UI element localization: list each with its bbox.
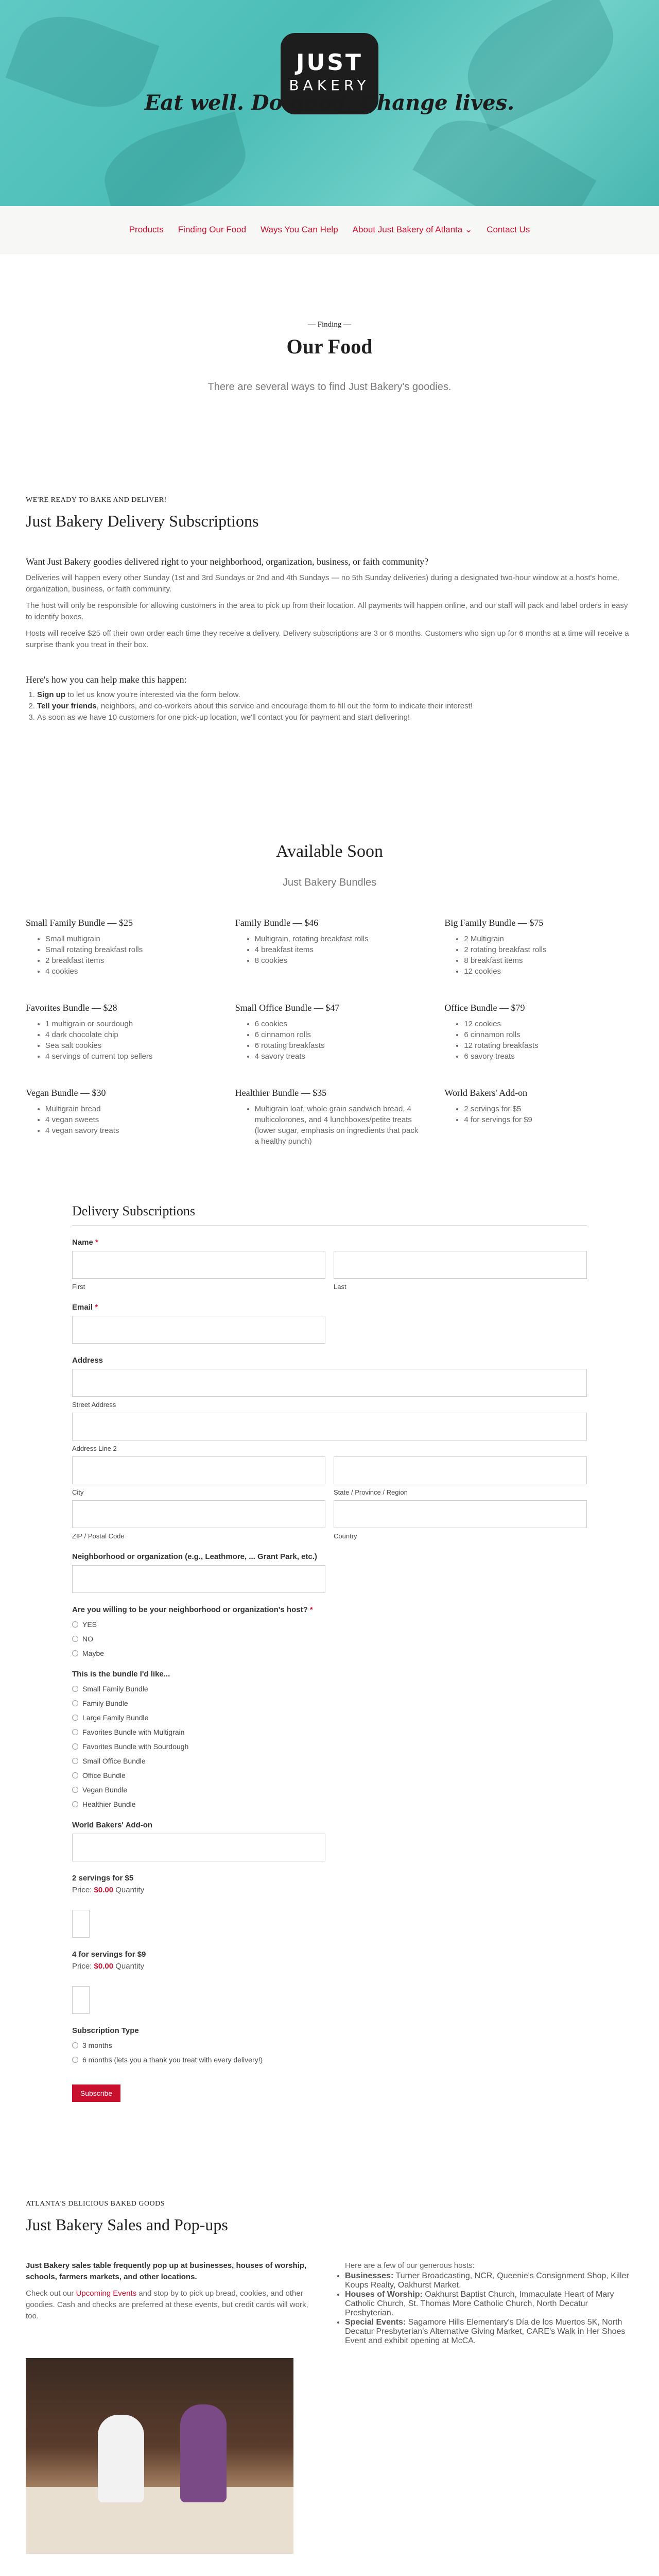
price-word: Price: xyxy=(72,1886,92,1894)
bundle-item: • 4 vegan savory treats xyxy=(45,1125,215,1136)
bundle-items xyxy=(255,1104,424,1147)
quantity-word: Quantity xyxy=(115,1962,145,1971)
bundle-item: • 4 servings of current top sellers xyxy=(45,1051,215,1062)
bundle-items xyxy=(45,1104,215,1136)
address-line2-input[interactable] xyxy=(72,1413,587,1440)
host-option[interactable] xyxy=(72,1649,587,1657)
bundle-option[interactable] xyxy=(72,1699,587,1707)
bundle-items xyxy=(464,934,633,977)
city-input[interactable] xyxy=(72,1456,325,1484)
radio-circle[interactable] xyxy=(72,1772,78,1778)
required-mark: * xyxy=(95,1303,98,1312)
host-option[interactable] xyxy=(72,1620,587,1629)
bundle-item: • 8 breakfast items xyxy=(464,955,633,966)
address-label: Address xyxy=(72,1356,103,1365)
bundle-name: Healthier Bundle — $35 xyxy=(235,1088,327,1098)
first-name-sublabel: First xyxy=(72,1283,85,1291)
radio-label: Office Bundle xyxy=(82,1771,126,1780)
radio-label: 3 months xyxy=(82,2041,112,2049)
radio-label: 6 months (lets you a thank you treat with every delivery!) xyxy=(82,2056,263,2064)
neighborhood-input[interactable] xyxy=(72,1565,325,1593)
quantity-word: Quantity xyxy=(115,1886,145,1894)
sales-right xyxy=(345,2255,633,2554)
photo-table xyxy=(26,2487,293,2554)
radio-label: Vegan Bundle xyxy=(82,1786,128,1794)
bundle-item: • 12 cookies xyxy=(464,1019,633,1029)
bundle-item: • 6 cookies xyxy=(255,1019,424,1029)
bakery-photo xyxy=(26,2358,293,2554)
four-servings-price xyxy=(72,1962,587,1971)
addon-select[interactable] xyxy=(72,1834,325,1861)
tagline: Eat well. Do good. Change lives. xyxy=(144,91,515,115)
bundle-grid xyxy=(26,918,633,1147)
help-item-bold: Tell your friends xyxy=(37,702,97,710)
bundle-name: Favorites Bundle — $28 xyxy=(26,1003,117,1013)
host-item-text: Sagamore Hills Elementary's Día de los Muertos 5K, North Decatur Presbyterian's Alternative Giving Market, CARE's Walk in Her Shoes Event and exhibit opening at McCA. xyxy=(345,2318,626,2345)
host-item xyxy=(345,2272,633,2290)
nav-finding-our-food[interactable]: Finding Our Food xyxy=(178,224,247,234)
finding-subtitle: There are several ways to find Just Bakery's goodies. xyxy=(207,381,452,393)
finding-section xyxy=(0,253,659,393)
bundle-items xyxy=(464,1019,633,1062)
logo-text-bakery: BAKERY xyxy=(289,77,370,94)
bundle-items xyxy=(255,1019,424,1062)
bundle-items xyxy=(45,934,215,977)
name-row xyxy=(72,1247,587,1291)
subscription-type-label: Subscription Type xyxy=(72,2026,139,2035)
help-item xyxy=(37,701,633,712)
radio-circle[interactable] xyxy=(72,1621,78,1628)
help-item-text: to let us know you're interested via the form below. xyxy=(65,690,240,699)
bundle-item: • Multigrain, rotating breakfast rolls xyxy=(255,934,424,944)
first-name-input[interactable] xyxy=(72,1251,325,1279)
last-name-group xyxy=(334,1247,587,1291)
bundle-card xyxy=(444,1003,633,1062)
bundle-item: • 1 multigrain or sourdough xyxy=(45,1019,215,1029)
host-item-bold: Businesses: xyxy=(345,2272,394,2280)
required-mark: * xyxy=(95,1238,98,1247)
radio-circle[interactable] xyxy=(72,1650,78,1656)
bundle-item: • 2 servings for $5 xyxy=(464,1104,633,1114)
bundle-option[interactable] xyxy=(72,1728,587,1736)
zip-group xyxy=(72,1496,325,1540)
delivery-lead: Want Just Bakery goodies delivered right to your neighborhood, organization, business, or faith community? xyxy=(26,556,429,567)
bundle-option[interactable] xyxy=(72,1685,587,1693)
bundle-item: • 12 rotating breakfasts xyxy=(464,1040,633,1051)
available-subtitle: Just Bakery Bundles xyxy=(282,877,377,888)
help-item xyxy=(37,712,633,723)
state-sublabel: State / Province / Region xyxy=(334,1488,408,1496)
bundle-card xyxy=(26,918,215,977)
city-sublabel: City xyxy=(72,1488,84,1496)
leaf-decoration xyxy=(95,111,254,206)
bundle-item: • 4 vegan sweets xyxy=(45,1114,215,1125)
nav-ways-you-can-help[interactable]: Ways You Can Help xyxy=(261,224,338,234)
bundle-name: World Bakers' Add-on xyxy=(444,1088,528,1098)
host-item xyxy=(345,2290,633,2318)
bundle-items xyxy=(255,934,424,966)
radio-circle[interactable] xyxy=(72,1743,78,1750)
host-options xyxy=(72,1620,587,1657)
delivery-kicker: WE'RE READY TO BAKE AND DELIVER! xyxy=(26,496,167,504)
city-state-row xyxy=(72,1452,587,1496)
neighborhood-label: Neighborhood or organization (e.g., Leathmore, ... Grant Park, etc.) xyxy=(72,1552,317,1561)
bundle-item: • 2 Multigrain xyxy=(464,934,633,944)
radio-label: Large Family Bundle xyxy=(82,1714,149,1722)
upcoming-events-link[interactable]: Upcoming Events xyxy=(76,2289,137,2298)
zip-country-row xyxy=(72,1496,587,1540)
radio-circle[interactable] xyxy=(72,1700,78,1706)
sales-kicker: ATLANTA'S DELICIOUS BAKED GOODS xyxy=(26,2200,165,2208)
subscribe-button[interactable]: Subscribe xyxy=(72,2084,120,2102)
zip-sublabel: ZIP / Postal Code xyxy=(72,1532,125,1540)
bundle-option[interactable] xyxy=(72,1800,587,1808)
hero-banner xyxy=(0,0,659,206)
bundle-item: • Multigrain bread xyxy=(45,1104,215,1114)
bundle-name: Big Family Bundle — $75 xyxy=(444,918,544,928)
radio-circle[interactable] xyxy=(72,1686,78,1692)
addon-label: World Bakers' Add-on xyxy=(72,1821,153,1829)
bundle-name: Small Family Bundle — $25 xyxy=(26,918,133,928)
name-label-text: Name xyxy=(72,1238,93,1247)
host-option[interactable] xyxy=(72,1635,587,1643)
sales-title: Just Bakery Sales and Pop-ups xyxy=(26,2215,228,2234)
radio-label: Healthier Bundle xyxy=(82,1800,136,1808)
bundle-question: This is the bundle I'd like... xyxy=(72,1670,170,1679)
radio-label: Small Family Bundle xyxy=(82,1685,148,1693)
name-label xyxy=(72,1238,587,1247)
help-item-text: , neighbors, and co-workers about this service and encourage them to fill out the form to indicate their interest! xyxy=(96,702,473,710)
bundle-card xyxy=(444,918,633,977)
host-item xyxy=(345,2318,633,2346)
host-item-text: Turner Broadcasting, NCR, Queenie's Consignment Shop, Killer Koups Realty, Oakhurst Market. xyxy=(345,2272,629,2290)
bundle-item: • Multigrain loaf, whole grain sandwich bread, 4 multicolorones, and 4 lunchboxes/petite treats (lower sugar, emphasis on ingredients that pack a healthy punch) xyxy=(255,1104,424,1147)
radio-label: YES xyxy=(82,1620,97,1629)
bundle-item: • 6 cinnamon rolls xyxy=(255,1029,424,1040)
sales-paragraph xyxy=(26,2288,314,2322)
bundle-item: • 4 dark chocolate chip xyxy=(45,1029,215,1040)
radio-label: NO xyxy=(82,1635,93,1643)
radio-label: Maybe xyxy=(82,1649,105,1657)
last-name-input[interactable] xyxy=(334,1251,587,1279)
price-value: $0.00 xyxy=(94,1886,114,1894)
last-name-sublabel: Last xyxy=(334,1283,346,1291)
sales-columns xyxy=(26,2255,633,2554)
page-title: Our Food xyxy=(286,335,373,358)
radio-label: Favorites Bundle with Sourdough xyxy=(82,1742,189,1751)
host-item-bold: Special Events: xyxy=(345,2318,406,2327)
email-field[interactable] xyxy=(72,1316,325,1344)
bundle-item: • Small multigrain xyxy=(45,934,215,944)
help-item-text: As soon as we have 10 customers for one pick-up location, we'll contact you for payment and start delivering! xyxy=(37,713,410,722)
bundle-option[interactable] xyxy=(72,1771,587,1780)
radio-label: Family Bundle xyxy=(82,1699,128,1707)
two-servings-price xyxy=(72,1886,587,1894)
two-servings-quantity[interactable] xyxy=(72,1910,90,1938)
bundle-card xyxy=(444,1088,633,1147)
price-value: $0.00 xyxy=(94,1962,114,1971)
subscription-option[interactable] xyxy=(72,2041,587,2049)
city-group xyxy=(72,1452,325,1496)
delivery-paragraph: Deliveries will happen every other Sunday (1st and 3rd Sundays or 2nd and 4th Sundays — no 5th Sunday deliveries) during a designated two-hour window at a host's home, organization, business, or faith community. xyxy=(26,573,619,594)
radio-label: Small Office Bundle xyxy=(82,1757,146,1765)
country-group xyxy=(334,1496,587,1540)
bundle-option[interactable] xyxy=(72,1757,587,1765)
photo-person xyxy=(180,2404,227,2502)
bundle-item: • 6 savory treats xyxy=(464,1051,633,1062)
nav-about[interactable]: About Just Bakery of Atlanta ⌄ xyxy=(352,224,473,234)
bundle-card xyxy=(26,1088,215,1147)
street-address-input[interactable] xyxy=(72,1369,587,1397)
host-item-text: Oakhurst Baptist Church, Immaculate Heart of Mary Catholic Church, St. Thomas More Catholic Church, North Decatur Presbyterian. xyxy=(345,2290,614,2317)
host-item-bold: Houses of Worship: xyxy=(345,2290,423,2299)
bundle-card xyxy=(26,1003,215,1062)
country-select[interactable] xyxy=(334,1500,587,1528)
sales-text: and stop by to pick up bread, cookies, and other goodies. Cash and checks are preferred at these events, but credit cards will work, too. xyxy=(26,2289,308,2320)
sales-lead: Just Bakery sales table frequently pop up at businesses, houses of worship, schools, farmers markets, and other locations. xyxy=(26,2261,307,2281)
help-title: Here's how you can help make this happen: xyxy=(26,674,187,685)
bundle-item: • 8 cookies xyxy=(255,955,424,966)
subscription-option[interactable] xyxy=(72,2056,587,2064)
bundle-option[interactable] xyxy=(72,1742,587,1751)
bundle-item: • 12 cookies xyxy=(464,966,633,977)
price-word: Price: xyxy=(72,1962,92,1971)
form-title: Delivery Subscriptions xyxy=(72,1204,587,1226)
nav-contact-us[interactable]: Contact Us xyxy=(487,224,530,234)
bundle-items xyxy=(464,1104,633,1125)
radio-circle[interactable] xyxy=(72,1787,78,1793)
first-name-group xyxy=(72,1247,325,1291)
finding-kicker: — Finding — xyxy=(307,320,352,329)
bundle-name: Family Bundle — $46 xyxy=(235,918,319,928)
hosts-list xyxy=(345,2272,633,2346)
sales-section xyxy=(26,2200,633,2554)
country-sublabel: Country xyxy=(334,1532,357,1540)
main-nav xyxy=(0,206,659,253)
radio-circle[interactable] xyxy=(72,1729,78,1735)
zip-input[interactable] xyxy=(72,1500,325,1528)
help-list xyxy=(37,689,633,723)
bundle-option[interactable] xyxy=(72,1786,587,1794)
bundle-item: • 2 breakfast items xyxy=(45,955,215,966)
bundle-item: • 6 rotating breakfasts xyxy=(255,1040,424,1051)
bundle-item: • Sea salt cookies xyxy=(45,1040,215,1051)
bundle-name: Vegan Bundle — $30 xyxy=(26,1088,106,1098)
host-question-text: Are you willing to be your neighborhood or organization's host? xyxy=(72,1605,308,1614)
bundle-card xyxy=(235,1088,424,1147)
delivery-paragraph: The host will only be responsible for allowing customers in the area to pick up from their location. All payments will happen online, and our staff will pack and label orders in easy to identify boxes. xyxy=(26,601,628,621)
radio-circle[interactable] xyxy=(72,2057,78,2063)
bundle-items xyxy=(45,1019,215,1062)
four-servings-quantity[interactable] xyxy=(72,1986,90,2014)
bundle-item: • 2 rotating breakfast rolls xyxy=(464,944,633,955)
email-label-text: Email xyxy=(72,1303,93,1312)
bundle-name: Small Office Bundle — $47 xyxy=(235,1003,340,1013)
two-servings-label: 2 servings for $5 xyxy=(72,1874,134,1883)
bundle-item: • 4 for servings for $9 xyxy=(464,1114,633,1125)
bundle-name: Office Bundle — $79 xyxy=(444,1003,525,1013)
available-soon xyxy=(26,842,633,889)
delivery-section xyxy=(26,496,633,2576)
required-mark: * xyxy=(309,1605,313,1614)
state-input[interactable] xyxy=(334,1456,587,1484)
sales-text: Check out our xyxy=(26,2289,76,2298)
hosts-intro: Here are a few of our generous hosts: xyxy=(345,2261,475,2270)
bundle-options xyxy=(72,1685,587,1808)
bundle-option[interactable] xyxy=(72,1714,587,1722)
subscription-form xyxy=(72,1204,587,2102)
radio-label: Favorites Bundle with Multigrain xyxy=(82,1728,185,1736)
available-title: Available Soon xyxy=(275,842,384,861)
radio-circle[interactable] xyxy=(72,1715,78,1721)
radio-circle[interactable] xyxy=(72,1636,78,1642)
help-item-bold: Sign up xyxy=(37,690,65,699)
help-item xyxy=(37,689,633,701)
delivery-title: Just Bakery Delivery Subscriptions xyxy=(26,512,259,530)
delivery-paragraph: Hosts will receive $25 off their own order each time they receive a delivery. Delivery subscriptions are 3 or 6 months. Customers who sign up for 6 months at a time will receive a surprise thank you treat in their box. xyxy=(26,629,629,649)
bundle-item: • 4 cookies xyxy=(45,966,215,977)
logo-text-just: JUST xyxy=(296,49,363,76)
street-sublabel: Street Address xyxy=(72,1401,116,1409)
host-question xyxy=(72,1605,587,1614)
radio-circle[interactable] xyxy=(72,1758,78,1764)
bundle-card xyxy=(235,918,424,977)
bundle-item: • 4 breakfast items xyxy=(255,944,424,955)
four-servings-label: 4 for servings for $9 xyxy=(72,1950,146,1959)
radio-circle[interactable] xyxy=(72,2042,78,2048)
nav-products[interactable]: Products xyxy=(129,224,164,234)
line2-sublabel: Address Line 2 xyxy=(72,1445,117,1452)
sales-left xyxy=(26,2255,314,2554)
bundle-card xyxy=(235,1003,424,1062)
bundle-item: • 4 savory treats xyxy=(255,1051,424,1062)
photo-person xyxy=(98,2415,144,2502)
radio-circle[interactable] xyxy=(72,1801,78,1807)
bundle-item: • Small rotating breakfast rolls xyxy=(45,944,215,955)
state-group xyxy=(334,1452,587,1496)
subscription-options xyxy=(72,2041,587,2064)
bundle-item: • 6 cinnamon rolls xyxy=(464,1029,633,1040)
email-label xyxy=(72,1303,587,1312)
